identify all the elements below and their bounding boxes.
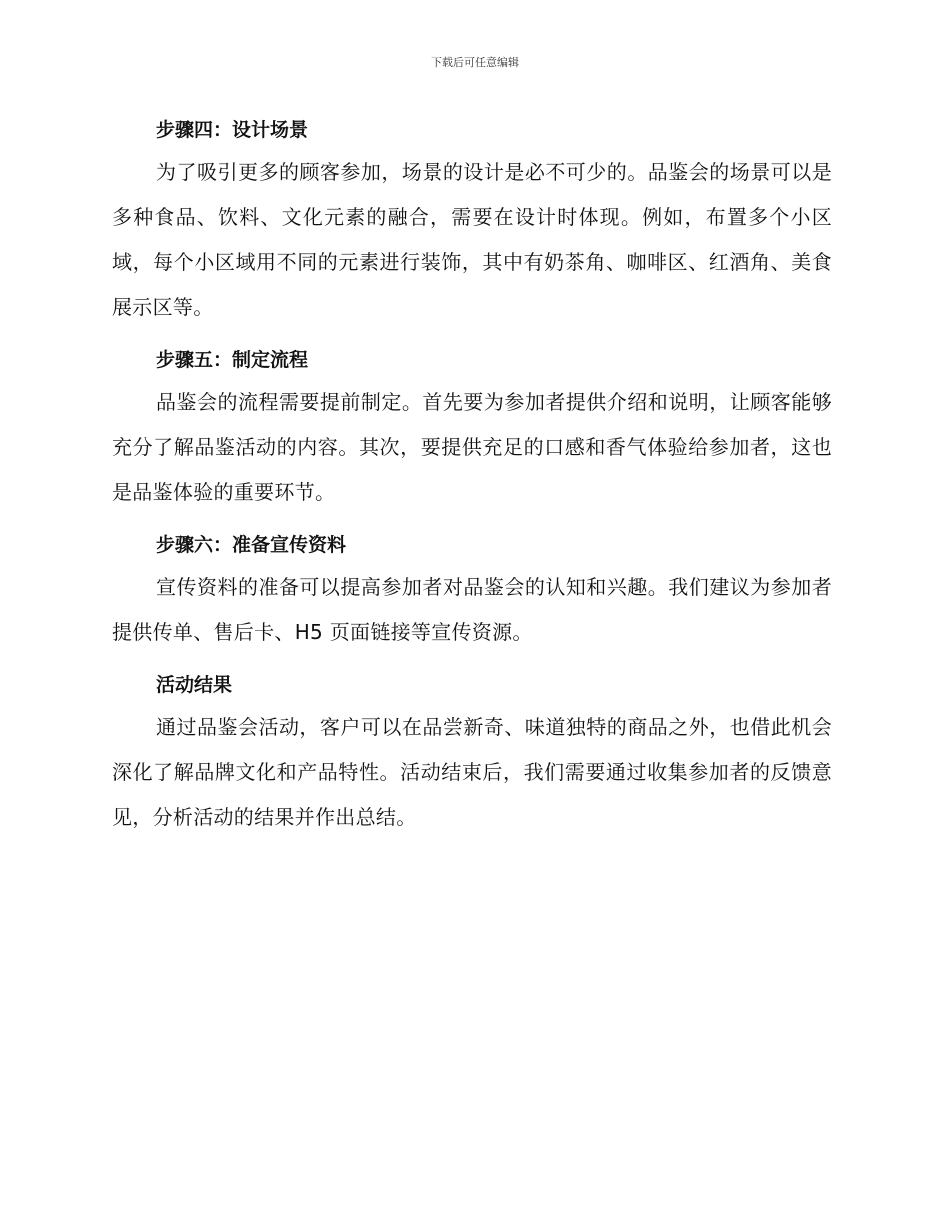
section-heading-step-4: 步骤四：设计场景 [156,119,309,141]
section-paragraph-step-4: 为了吸引更多的顾客参加，场景的设计是必不可少的。品鉴会的场景可以是多种食品、饮料、文化元素的融合，需要在设计时体现。例如，布置多个小区域，每个小区域用不同的元素进行装饰，其中有奶茶角、咖啡区、红酒角、美食展示区等。 [112,160,832,319]
section-paragraph-step-5: 品鉴会的流程需要提前制定。首先要为参加者提供介绍和说明，让顾客能够充分了解品鉴活动的内容。其次，要提供充足的口感和香气体验给参加者，这也是品鉴体验的重要环节。 [112,390,832,504]
document-body [112,110,832,850]
header-note: 下载后可任意编辑 [431,56,519,69]
section-paragraph-results: 通过品鉴会活动，客户可以在品尝新奇、味道独特的商品之外，也借此机会深化了解品牌文化和产品特性。活动结束后，我们需要通过收集参加者的反馈意见，分析活动的结果并作出总结。 [112,715,832,829]
section-heading-step-5: 步骤五：制定流程 [156,349,309,371]
section-paragraph-step-6: 宣传资料的准备可以提高参加者对品鉴会的认知和兴趣。我们建议为参加者提供传单、售后卡、H5 页面链接等宣传资源。 [112,575,832,644]
section-heading-step-6: 步骤六：准备宣传资料 [156,534,347,556]
section-heading-results: 活动结果 [156,674,233,696]
